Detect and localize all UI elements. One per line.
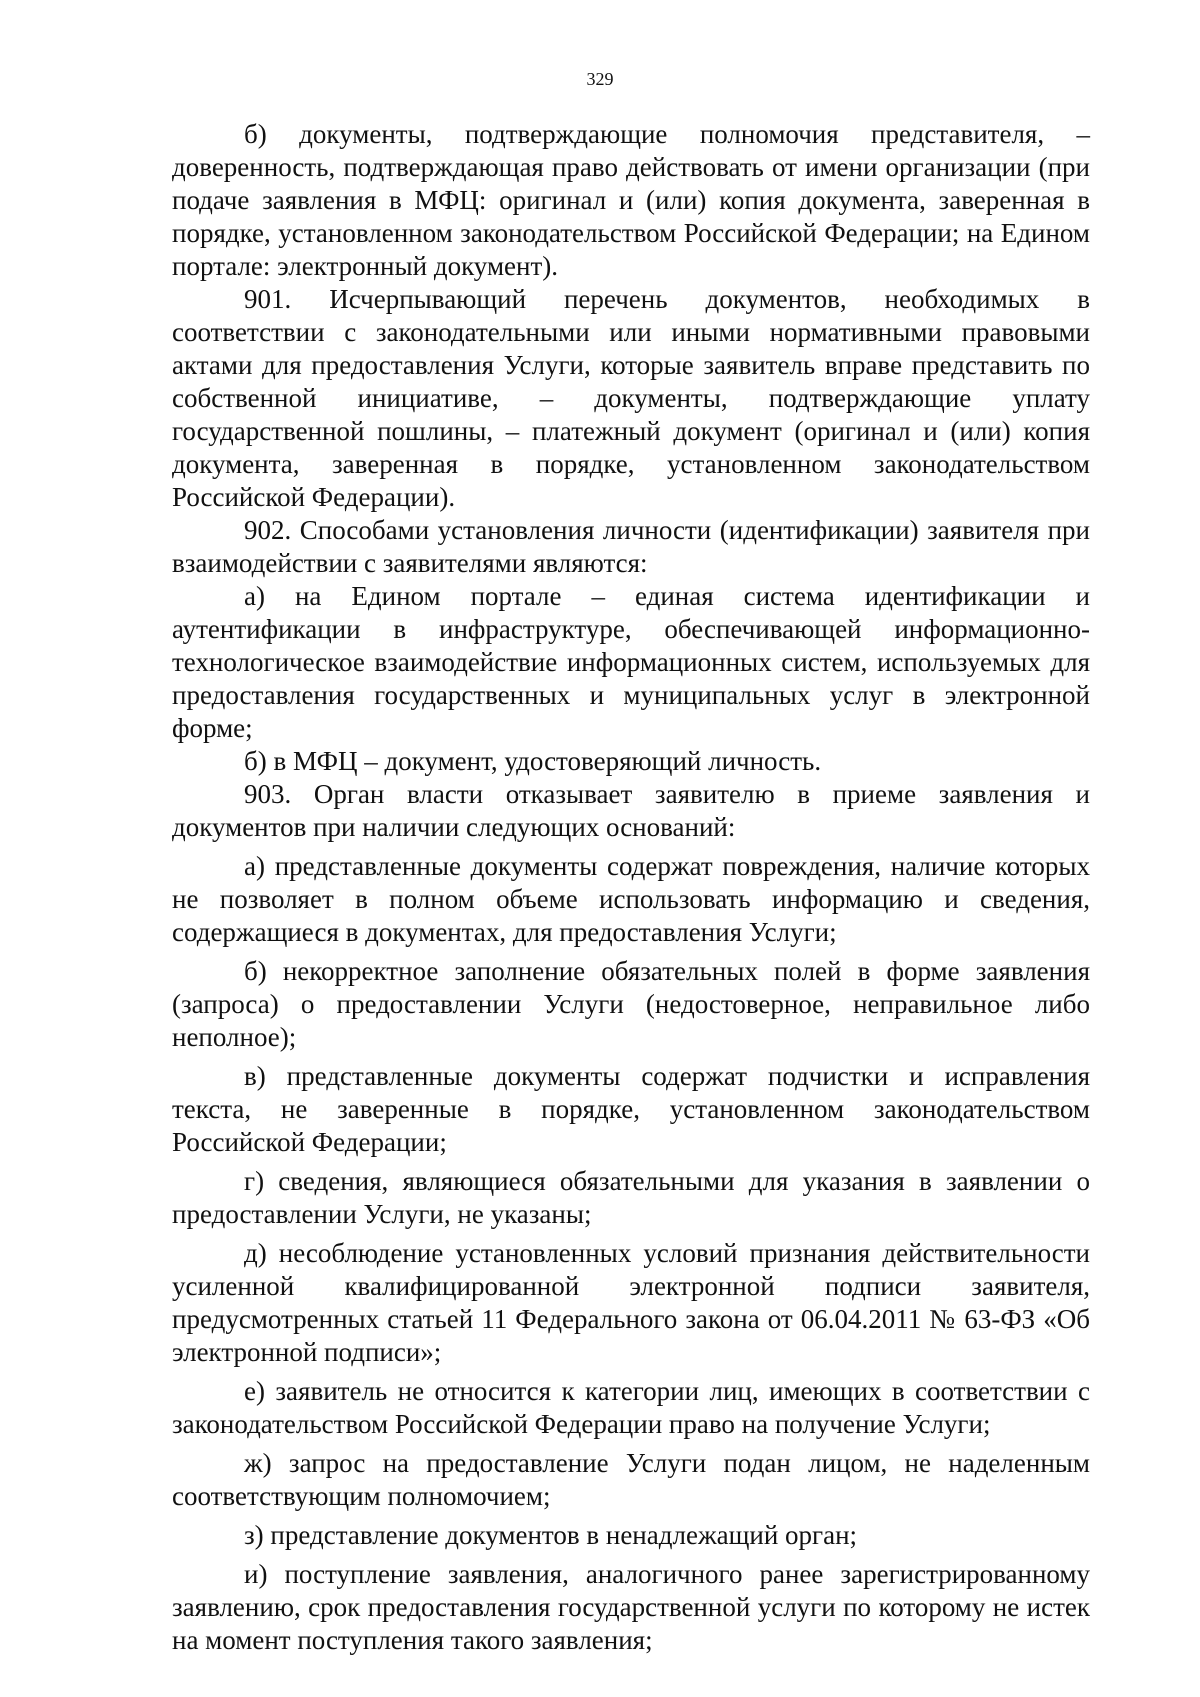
- paragraph-902-a: а) на Едином портале – единая система идентификации и аутентификации в инфраструктуре, обеспечивающей информационно-технологическое взаимодействие информационных систем, используемых для предоставления государственных и муниципальных услуг в электронной форме;: [172, 581, 1090, 743]
- paragraph-903-z: з) представление документов в ненадлежащий орган;: [244, 1520, 858, 1550]
- paragraph-902: 902. Способами установления личности (идентификации) заявителя при взаимодействии с заявителями являются:: [172, 515, 1090, 578]
- paragraph-903: 903. Орган власти отказывает заявителю в приеме заявления и документов при наличии следующих оснований:: [172, 779, 1090, 842]
- document-body: [172, 118, 1090, 1657]
- paragraph-903-d: д) несоблюдение установленных условий признания действительности усиленной квалифицированной электронной подписи заявителя, предусмотренных статьей 11 Федерального закона от 06.04.2011 № 63-ФЗ «Об электронной подписи»;: [172, 1238, 1090, 1367]
- paragraph-903-e: е) заявитель не относится к категории лиц, имеющих в соответствии с законодательством Российской Федерации право на получение Услуги;: [172, 1376, 1090, 1439]
- paragraph-903-b: б) некорректное заполнение обязательных полей в форме заявления (запроса) о предоставлении Услуги (недостоверное, неправильное либо неполное);: [172, 956, 1090, 1052]
- paragraph-903-g: г) сведения, являющиеся обязательными для указания в заявлении о предоставлении Услуги, не указаны;: [172, 1166, 1090, 1229]
- paragraph-903-a: а) представленные документы содержат повреждения, наличие которых не позволяет в полном объеме использовать информацию и сведения, содержащиеся в документах, для предоставления Услуги;: [172, 851, 1090, 947]
- paragraph-903-zh: ж) запрос на предоставление Услуги подан лицом, не наделенным соответствующим полномочием;: [172, 1448, 1090, 1511]
- paragraph-901: 901. Исчерпывающий перечень документов, необходимых в соответствии с законодательными или иными нормативными правовыми актами для предоставления Услуги, которые заявитель вправе представить по собственной инициативе, – документы, подтверждающие уплату государственной пошлины, – платежный документ (оригинал и (или) копия документа, заверенная в порядке, установленном законодательством Российской Федерации).: [172, 284, 1090, 512]
- paragraph-902-b: б) в МФЦ – документ, удостоверяющий личность.: [244, 746, 822, 776]
- page-number: 329: [586, 69, 614, 89]
- paragraph-b-representative-documents: б) документы, подтверждающие полномочия представителя, – доверенность, подтверждающая право действовать от имени организации (при подаче заявления в МФЦ: оригинал и (или) копия документа, заверенная в порядке, установленном законодательством Российской Федерации; на Едином портале: электронный документ).: [172, 119, 1090, 281]
- paragraph-903-i: и) поступление заявления, аналогичного ранее зарегистрированному заявлению, срок предоставления государственной услуги по которому не истек на момент поступления такого заявления;: [172, 1559, 1090, 1655]
- paragraph-903-v: в) представленные документы содержат подчистки и исправления текста, не заверенные в порядке, установленном законодательством Российской Федерации;: [172, 1061, 1090, 1157]
